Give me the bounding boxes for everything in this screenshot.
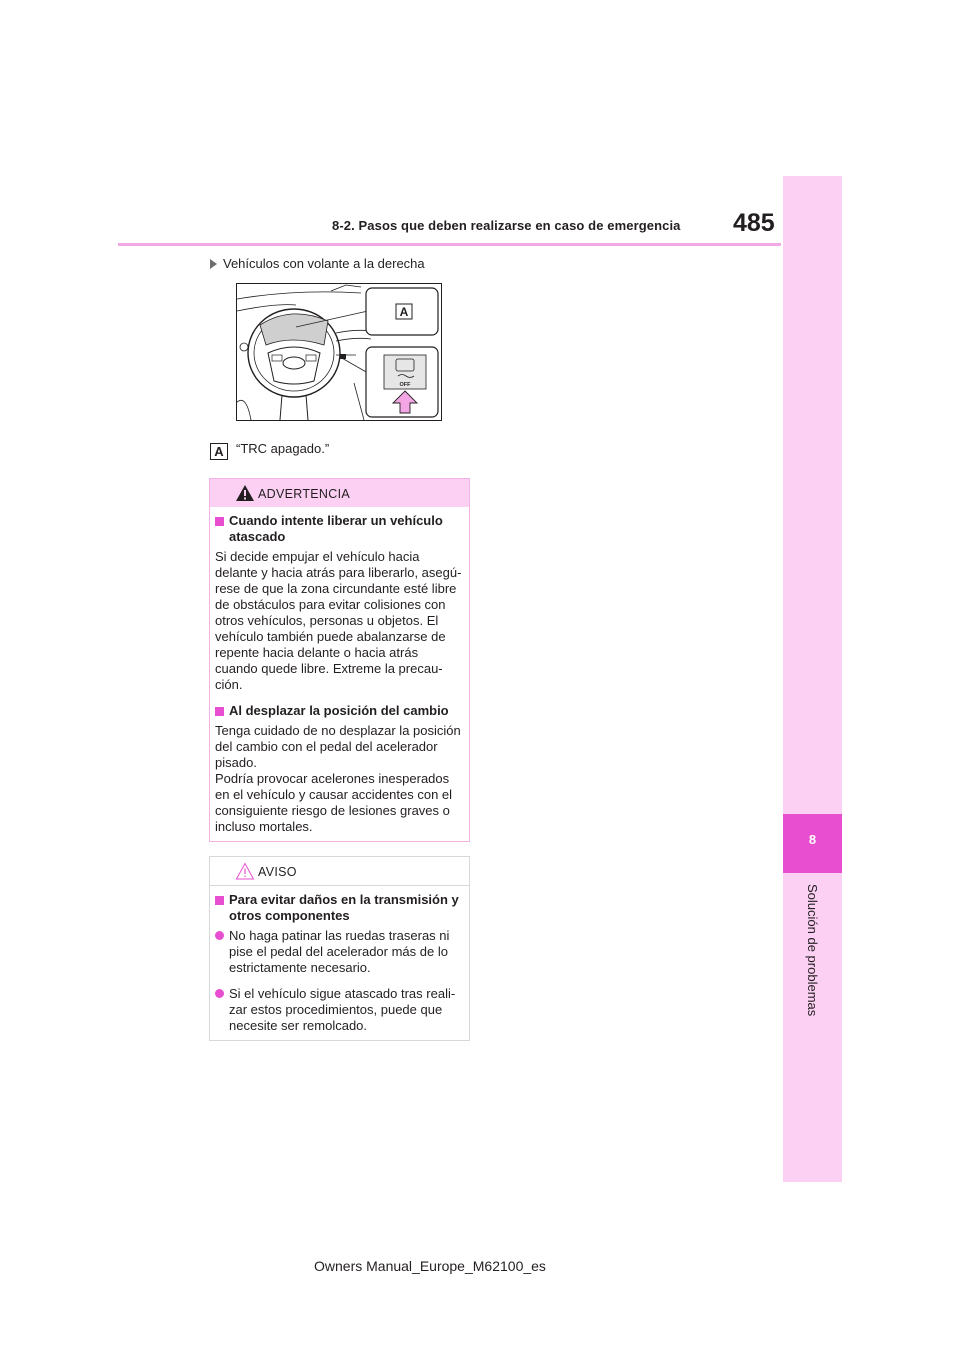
- round-bullet-icon: [215, 931, 224, 940]
- caution-bullet: Si el vehículo sigue atascado tras reali-zar estos procedimientos, puede que necesite ser remolcado.: [215, 986, 464, 1034]
- triangle-bullet-icon: [210, 259, 217, 269]
- caution-label: AVISO: [258, 865, 297, 879]
- dashboard-illustration: [236, 283, 442, 421]
- caution-bullet: No haga patinar las ruedas traseras ni pise el pedal del acelerador más de lo estrictamente necesario.: [215, 928, 464, 976]
- warning-item-title: Al desplazar la posición del cambio: [215, 703, 464, 719]
- square-bullet-icon: [215, 707, 224, 716]
- header-rule: [118, 243, 781, 246]
- warning-item-text: Si decide empujar el vehículo hacia delante y hacia atrás para liberarlo, asegú-rese de que la zona circundante esté libre de obstáculos para evitar colisiones con otros vehículos, personas u objetos. El vehículo también puede abalanzarse de repente hacia delante o hacia atrás cuando quede libre. Extreme la precau-ción.: [215, 549, 462, 692]
- square-bullet-icon: [215, 517, 224, 526]
- warning-item-text-2: Podría provocar acelerones inesperados en el vehículo y causar accidentes con el consiguiente riesgo de lesiones graves o incluso mortales.: [215, 771, 453, 834]
- caution-box: [209, 856, 470, 1041]
- warning-triangle-icon: [235, 484, 255, 502]
- square-bullet-icon: [215, 896, 224, 905]
- figure-button-label: OFF: [399, 382, 411, 388]
- chapter-title-vertical: [803, 884, 823, 1104]
- callout-text: “TRC apagado.”: [236, 441, 330, 456]
- chapter-number: 8: [808, 832, 817, 847]
- callout-caption: [210, 441, 329, 460]
- sub-heading-text: Vehículos con volante a la derecha: [223, 256, 425, 271]
- caution-item-title: Para evitar daños en la transmisión y otros componentes: [215, 892, 464, 924]
- warning-box: [209, 478, 470, 842]
- caution-triangle-icon: [235, 862, 255, 880]
- steering-wheel-illustration: [236, 283, 442, 421]
- sub-heading: [210, 256, 425, 271]
- round-bullet-icon: [215, 989, 224, 998]
- footer-text: Owners Manual_Europe_M62100_es: [314, 1258, 546, 1274]
- caution-header: [210, 857, 469, 886]
- warning-header: [210, 479, 469, 507]
- warning-item-text: Tenga cuidado de no desplazar la posición del cambio con el pedal del acelerador pisado.: [215, 723, 461, 770]
- warning-item-title: Cuando intente liberar un vehículo atascado: [215, 513, 464, 545]
- warning-label: ADVERTENCIA: [258, 487, 350, 501]
- section-title: 8-2. Pasos que deben realizarse en caso de emergencia: [332, 218, 681, 233]
- page-number: 485: [733, 209, 775, 237]
- callout-letter-box: A: [210, 443, 228, 460]
- chapter-title: Solución de problemas: [805, 884, 820, 1017]
- figure-callout-letter: A: [399, 305, 409, 319]
